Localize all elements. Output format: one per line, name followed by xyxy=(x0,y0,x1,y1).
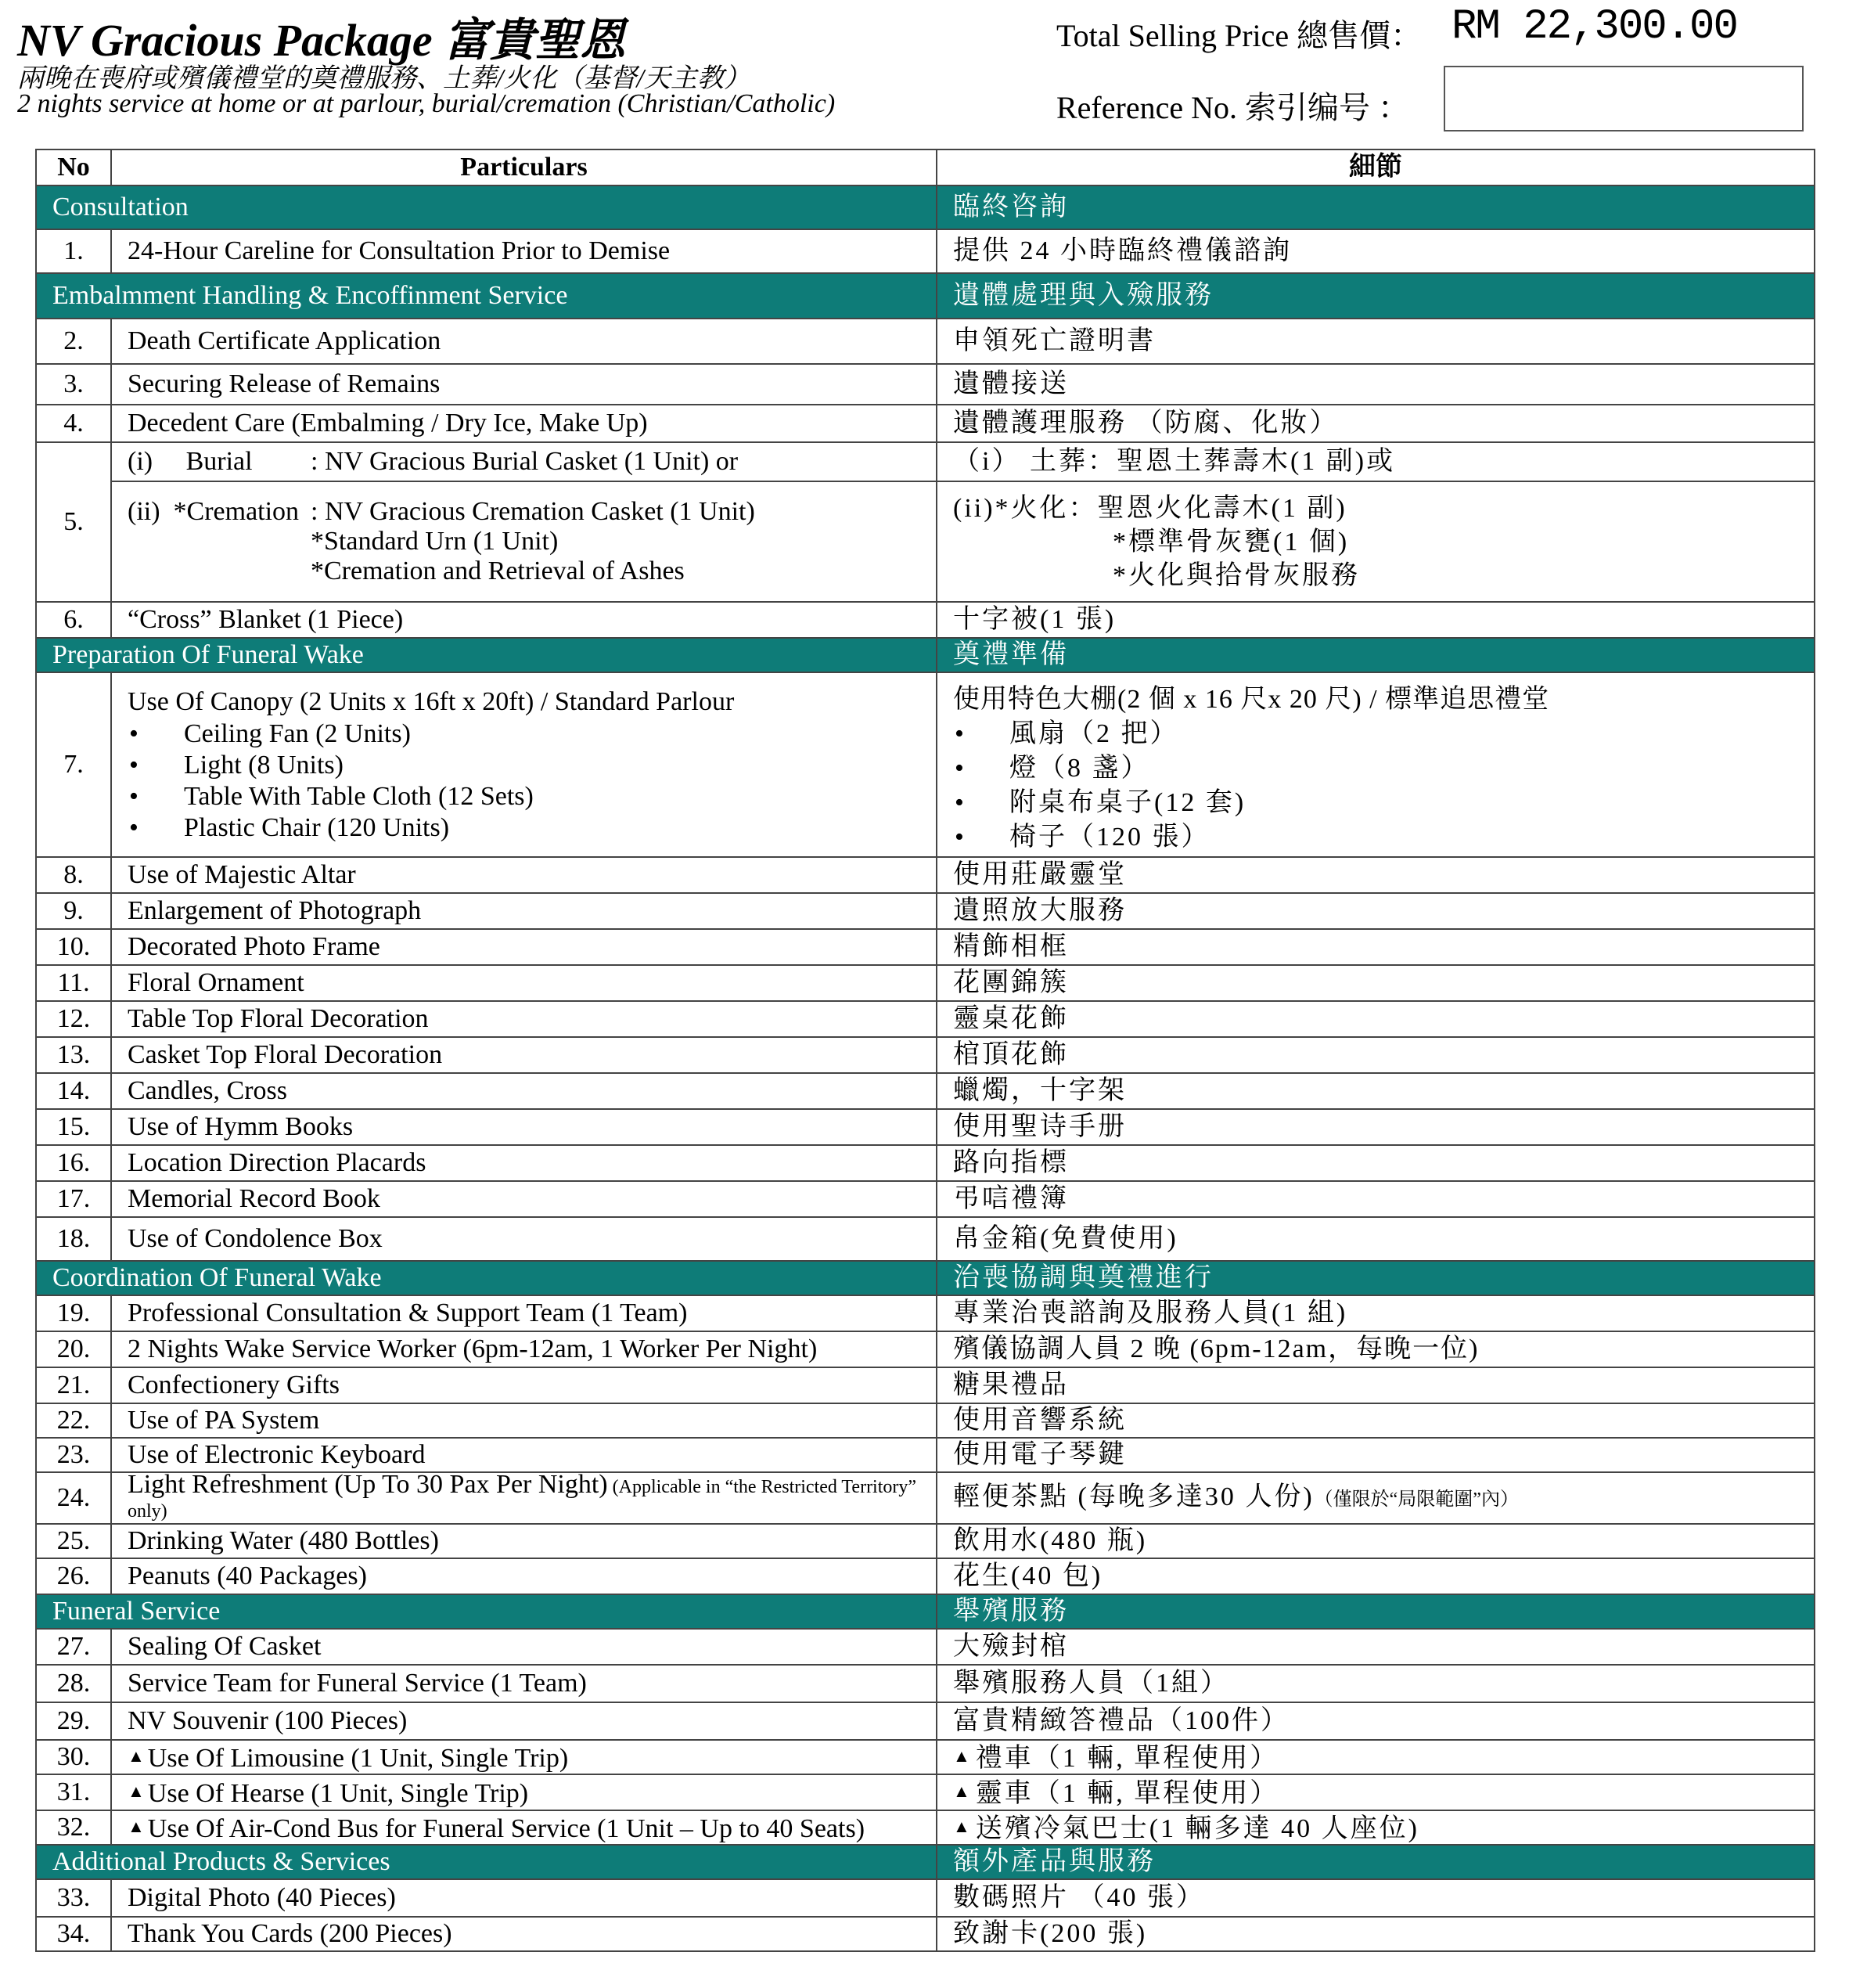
row-zh: 遺照放大服務 xyxy=(937,893,1815,929)
row-no: 20. xyxy=(36,1331,111,1367)
triangle-icon: ▲ xyxy=(953,1745,973,1766)
triangle-icon: ▲ xyxy=(128,1745,145,1766)
table-row xyxy=(36,1403,1815,1438)
row-zh xyxy=(937,1740,1815,1774)
col-header-particulars: Particulars xyxy=(111,149,937,185)
row-en xyxy=(111,1810,937,1845)
row-en: Use of Majestic Altar xyxy=(111,857,937,893)
section-title-en: Consultation xyxy=(36,185,937,229)
col-header-details: 細節 xyxy=(937,149,1815,185)
table-row xyxy=(36,1472,1815,1524)
section-title-en: Preparation Of Funeral Wake xyxy=(36,638,937,672)
row-no: 18. xyxy=(36,1217,111,1261)
row-no: 15. xyxy=(36,1109,111,1145)
row-no: 22. xyxy=(36,1403,111,1438)
table-row xyxy=(36,1774,1815,1810)
row-en: Decedent Care (Embalming / Dry Ice, Make Up) xyxy=(111,405,937,442)
canopy-en: Use Of Canopy (2 Units x 16ft x 20ft) / Standard Parlour xyxy=(128,687,735,716)
package-subtitle-zh: 兩晚在喪府或殯儀禮堂的奠禮服務、土葬/火化（基督/天主教） xyxy=(17,64,750,93)
row-en xyxy=(111,481,937,602)
burial-value: : NV Gracious Burial Casket (1 Unit) or xyxy=(311,447,739,476)
row-no: 8. xyxy=(36,857,111,893)
section-title-en: Embalmment Handling & Encoffinment Service xyxy=(36,273,937,319)
table-row xyxy=(36,405,1815,442)
row-no: 17. xyxy=(36,1181,111,1217)
row-zh: 飲用水(480 瓶) xyxy=(937,1524,1815,1558)
row-zh: 致謝卡(200 張) xyxy=(937,1917,1815,1951)
list-item: • Table With Table Cloth (12 Sets) xyxy=(128,781,920,812)
row-no: 25. xyxy=(36,1524,111,1558)
table-row-5-burial xyxy=(36,442,1815,481)
table-row xyxy=(36,672,1815,857)
table-row xyxy=(36,229,1815,273)
row-no: 3. xyxy=(36,364,111,405)
row-no: 19. xyxy=(36,1295,111,1331)
table-row xyxy=(36,1331,1815,1367)
row-en: Digital Photo (40 Pieces) xyxy=(111,1879,937,1917)
list-item: • 附桌布桌子(12 套) xyxy=(953,786,1798,820)
row-en: Service Team for Funeral Service (1 Team) xyxy=(111,1665,937,1702)
row-en: Decorated Photo Frame xyxy=(111,929,937,965)
table-row xyxy=(36,1109,1815,1145)
row-zh: 遺體護理服務 （防腐、化妝） xyxy=(937,405,1815,442)
row-zh xyxy=(937,1774,1815,1810)
row-no: 7. xyxy=(36,672,111,857)
triangle-icon: ▲ xyxy=(953,1781,973,1801)
row-no: 32. xyxy=(36,1810,111,1845)
bus-zh: 送殯冷氣巴士(1 輛多達 40 人座位) xyxy=(975,1813,1419,1843)
row-en: Floral Ornament xyxy=(111,965,937,1001)
list-item: • Ceiling Fan (2 Units) xyxy=(128,718,920,750)
row-en: Table Top Floral Decoration xyxy=(111,1001,937,1037)
row-en: Location Direction Placards xyxy=(111,1145,937,1181)
row-zh: 數碼照片 （40 張） xyxy=(937,1879,1815,1917)
row-en xyxy=(111,1774,937,1810)
section-title-en: Additional Products & Services xyxy=(36,1845,937,1879)
hearse-en: Use Of Hearse (1 Unit, Single Trip) xyxy=(147,1778,529,1808)
cremation-key: (ii) *Cremation xyxy=(128,497,300,526)
row-no: 13. xyxy=(36,1037,111,1073)
row-zh: 花團錦簇 xyxy=(937,965,1815,1001)
section-title-zh: 遺體處理與入殮服務 xyxy=(937,273,1815,319)
row-en xyxy=(111,1740,937,1774)
table-row xyxy=(36,1145,1815,1181)
row-zh xyxy=(937,1472,1815,1524)
row-en: Enlargement of Photograph xyxy=(111,893,937,929)
row-zh xyxy=(937,1810,1815,1845)
cremation-value: : NV Gracious Cremation Casket (1 Unit) xyxy=(311,497,755,526)
row-en: “Cross” Blanket (1 Piece) xyxy=(111,602,937,638)
table-row xyxy=(36,1810,1815,1845)
row-zh: 大殮封棺 xyxy=(937,1629,1815,1665)
row-no: 16. xyxy=(36,1145,111,1181)
price-label: Total Selling Price 總售價： xyxy=(1056,18,1423,53)
row-zh: 蠟燭，十字架 xyxy=(937,1073,1815,1109)
row-no: 34. xyxy=(36,1917,111,1951)
row-en xyxy=(111,442,937,481)
row-zh: 使用聖诗手册 xyxy=(937,1109,1815,1145)
section-embalmment xyxy=(36,273,1815,319)
row-zh: （i） 土葬：聖恩土葬壽木(1 副)或 xyxy=(937,442,1815,481)
table-header-row xyxy=(36,149,1815,185)
row-zh: 糖果禮品 xyxy=(937,1367,1815,1403)
row-en: Sealing Of Casket xyxy=(111,1629,937,1665)
ashes-value: *Cremation and Retrieval of Ashes xyxy=(311,556,685,585)
table-row xyxy=(36,1073,1815,1109)
row-no: 11. xyxy=(36,965,111,1001)
package-subtitle-en: 2 nights service at home or at parlour, burial/cremation (Christian/Catholic) xyxy=(17,89,836,118)
ashes-zh: *火化與拾骨灰服務 xyxy=(1113,561,1360,590)
row-zh: 帛金箱(免費使用) xyxy=(937,1217,1815,1261)
row-no: 27. xyxy=(36,1629,111,1665)
table-row xyxy=(36,1665,1815,1702)
row-zh xyxy=(937,672,1815,857)
table-row xyxy=(36,319,1815,364)
row-en: Memorial Record Book xyxy=(111,1181,937,1217)
row-no: 1. xyxy=(36,229,111,273)
table-row xyxy=(36,1438,1815,1472)
row-zh: 十字被(1 張) xyxy=(937,602,1815,638)
reference-label: Reference No. 索引编号 ： xyxy=(1056,90,1409,125)
row-en: Confectionery Gifts xyxy=(111,1367,937,1403)
urn-value: *Standard Urn (1 Unit) xyxy=(311,527,559,556)
row-en: Death Certificate Application xyxy=(111,319,937,364)
table-row xyxy=(36,893,1815,929)
limousine-zh: 禮車（1 輛, 單程使用） xyxy=(975,1743,1279,1773)
row-zh: 專業治喪諮詢及服務人員(1 組) xyxy=(937,1295,1815,1331)
canopy-zh: 使用特色大棚(2 個 x 16 尺x 20 尺) / 標準追思禮堂 xyxy=(953,685,1550,714)
table-row xyxy=(36,1524,1815,1558)
row-zh: 花生(40 包) xyxy=(937,1558,1815,1594)
row-zh: 提供 24 小時臨終禮儀諮詢 xyxy=(937,229,1815,273)
section-consultation xyxy=(36,185,1815,229)
canopy-items-en xyxy=(128,718,920,844)
row-no: 10. xyxy=(36,929,111,965)
triangle-icon: ▲ xyxy=(128,1781,145,1801)
list-item: • Light (8 Units) xyxy=(128,750,920,781)
row-en: Drinking Water (480 Bottles) xyxy=(111,1524,937,1558)
row-zh: 使用莊嚴靈堂 xyxy=(937,857,1815,893)
row-no: 33. xyxy=(36,1879,111,1917)
row-zh: 舉殯服務人員（1組） xyxy=(937,1665,1815,1702)
table-row xyxy=(36,1367,1815,1403)
row-en: Peanuts (40 Packages) xyxy=(111,1558,937,1594)
section-title-zh: 額外產品與服務 xyxy=(937,1845,1815,1879)
list-item: • Plastic Chair (120 Units) xyxy=(128,812,920,844)
burial-key: (i) Burial xyxy=(128,447,253,476)
package-title: NV Gracious Package 富貴聖恩 xyxy=(17,15,626,66)
row-zh: 富貴精緻答禮品（100件） xyxy=(937,1702,1815,1740)
row-no: 21. xyxy=(36,1367,111,1403)
row-en xyxy=(111,672,937,857)
table-row xyxy=(36,857,1815,893)
hearse-zh: 靈車（1 輛, 單程使用） xyxy=(975,1778,1279,1808)
table-row xyxy=(36,1295,1815,1331)
reference-input[interactable] xyxy=(1444,66,1804,131)
table-row xyxy=(36,1217,1815,1261)
table-row xyxy=(36,1558,1815,1594)
row-zh: 使用音響系統 xyxy=(937,1403,1815,1438)
triangle-icon: ▲ xyxy=(953,1816,973,1836)
row-zh: 弔唁禮簿 xyxy=(937,1181,1815,1217)
row-no: 9. xyxy=(36,893,111,929)
row-en: Use of Condolence Box xyxy=(111,1217,937,1261)
row-en: NV Souvenir (100 Pieces) xyxy=(111,1702,937,1740)
row-zh: 申領死亡證明書 xyxy=(937,319,1815,364)
section-title-en: Coordination Of Funeral Wake xyxy=(36,1261,937,1295)
row-en: Professional Consultation & Support Team (1 Team) xyxy=(111,1295,937,1331)
row-en: Casket Top Floral Decoration xyxy=(111,1037,937,1073)
row-en: Thank You Cards (200 Pieces) xyxy=(111,1917,937,1951)
section-title-zh: 治喪協調與奠禮進行 xyxy=(937,1261,1815,1295)
table-row xyxy=(36,1629,1815,1665)
row-no: 30. xyxy=(36,1740,111,1774)
table-row xyxy=(36,1917,1815,1951)
list-item: • 燈（8 盞） xyxy=(953,751,1798,786)
row-no: 29. xyxy=(36,1702,111,1740)
section-title-en: Funeral Service xyxy=(36,1594,937,1629)
list-item: • 椅子（120 張） xyxy=(953,820,1798,855)
row-zh: 使用電子琴鍵 xyxy=(937,1438,1815,1472)
section-preparation xyxy=(36,638,1815,672)
row-no: 28. xyxy=(36,1665,111,1702)
row-no: 2. xyxy=(36,319,111,364)
col-header-no: No xyxy=(36,149,111,185)
row-no: 24. xyxy=(36,1472,111,1524)
row-zh: 精飾相框 xyxy=(937,929,1815,965)
row-zh: 遺體接送 xyxy=(937,364,1815,405)
row-zh: 路向指標 xyxy=(937,1145,1815,1181)
row-zh: 殯儀協調人員 2 晚 (6pm-12am，每晚一位) xyxy=(937,1331,1815,1367)
limousine-en: Use Of Limousine (1 Unit, Single Trip) xyxy=(147,1743,569,1773)
canopy-items-zh xyxy=(953,717,1798,855)
table-row xyxy=(36,1740,1815,1774)
table-row xyxy=(36,1702,1815,1740)
refreshment-note-en: (Applicable in “the Restricted Territory” only) xyxy=(128,1477,917,1522)
row-en: Use of PA System xyxy=(111,1403,937,1438)
table-row-5-cremation xyxy=(36,481,1815,602)
row-en: Use of Electronic Keyboard xyxy=(111,1438,937,1472)
row-en: Use of Hymm Books xyxy=(111,1109,937,1145)
price-value: RM 22,300.00 xyxy=(1452,3,1737,51)
triangle-icon: ▲ xyxy=(128,1816,145,1836)
table-row xyxy=(36,602,1815,638)
urn-zh: *標準骨灰甕(1 個) xyxy=(1113,528,1350,556)
table-row xyxy=(36,364,1815,405)
row-no: 31. xyxy=(36,1774,111,1810)
row-zh: 棺頂花飾 xyxy=(937,1037,1815,1073)
section-title-zh: 奠禮準備 xyxy=(937,638,1815,672)
table-row xyxy=(36,1001,1815,1037)
table-row xyxy=(36,1037,1815,1073)
row-en: Securing Release of Remains xyxy=(111,364,937,405)
refreshment-en: Light Refreshment (Up To 30 Pax Per Night) xyxy=(128,1472,608,1499)
section-funeral xyxy=(36,1594,1815,1629)
row-zh: 靈桌花飾 xyxy=(937,1001,1815,1037)
list-item: • 風扇（2 把） xyxy=(953,717,1798,751)
section-additional xyxy=(36,1845,1815,1879)
row-no: 5. xyxy=(36,442,111,602)
section-title-zh: 舉殯服務 xyxy=(937,1594,1815,1629)
row-no: 14. xyxy=(36,1073,111,1109)
table-row xyxy=(36,1879,1815,1917)
table-row xyxy=(36,929,1815,965)
table-row xyxy=(36,1181,1815,1217)
section-title-zh: 臨終咨詢 xyxy=(937,185,1815,229)
row-no: 12. xyxy=(36,1001,111,1037)
row-no: 23. xyxy=(36,1438,111,1472)
row-en: 2 Nights Wake Service Worker (6pm-12am, 1 Worker Per Night) xyxy=(111,1331,937,1367)
cremation-zh: (ii)*火化：聖恩火化壽木(1 副) xyxy=(953,494,1347,523)
row-en: 24-Hour Careline for Consultation Prior to Demise xyxy=(111,229,937,273)
bus-en: Use Of Air-Cond Bus for Funeral Service (1 Unit – Up to 40 Seats) xyxy=(147,1813,865,1843)
table-row xyxy=(36,965,1815,1001)
row-no: 4. xyxy=(36,405,111,442)
section-coordination xyxy=(36,1261,1815,1295)
row-en xyxy=(111,1472,937,1524)
package-table xyxy=(35,149,1815,1952)
row-no: 6. xyxy=(36,602,111,638)
row-no: 26. xyxy=(36,1558,111,1594)
refreshment-note-zh: （僅限於“局限範圍”內） xyxy=(1314,1489,1519,1510)
row-zh xyxy=(937,481,1815,602)
row-en: Candles, Cross xyxy=(111,1073,937,1109)
refreshment-zh: 輕便茶點 (每晚多達30 人份) xyxy=(953,1482,1315,1511)
